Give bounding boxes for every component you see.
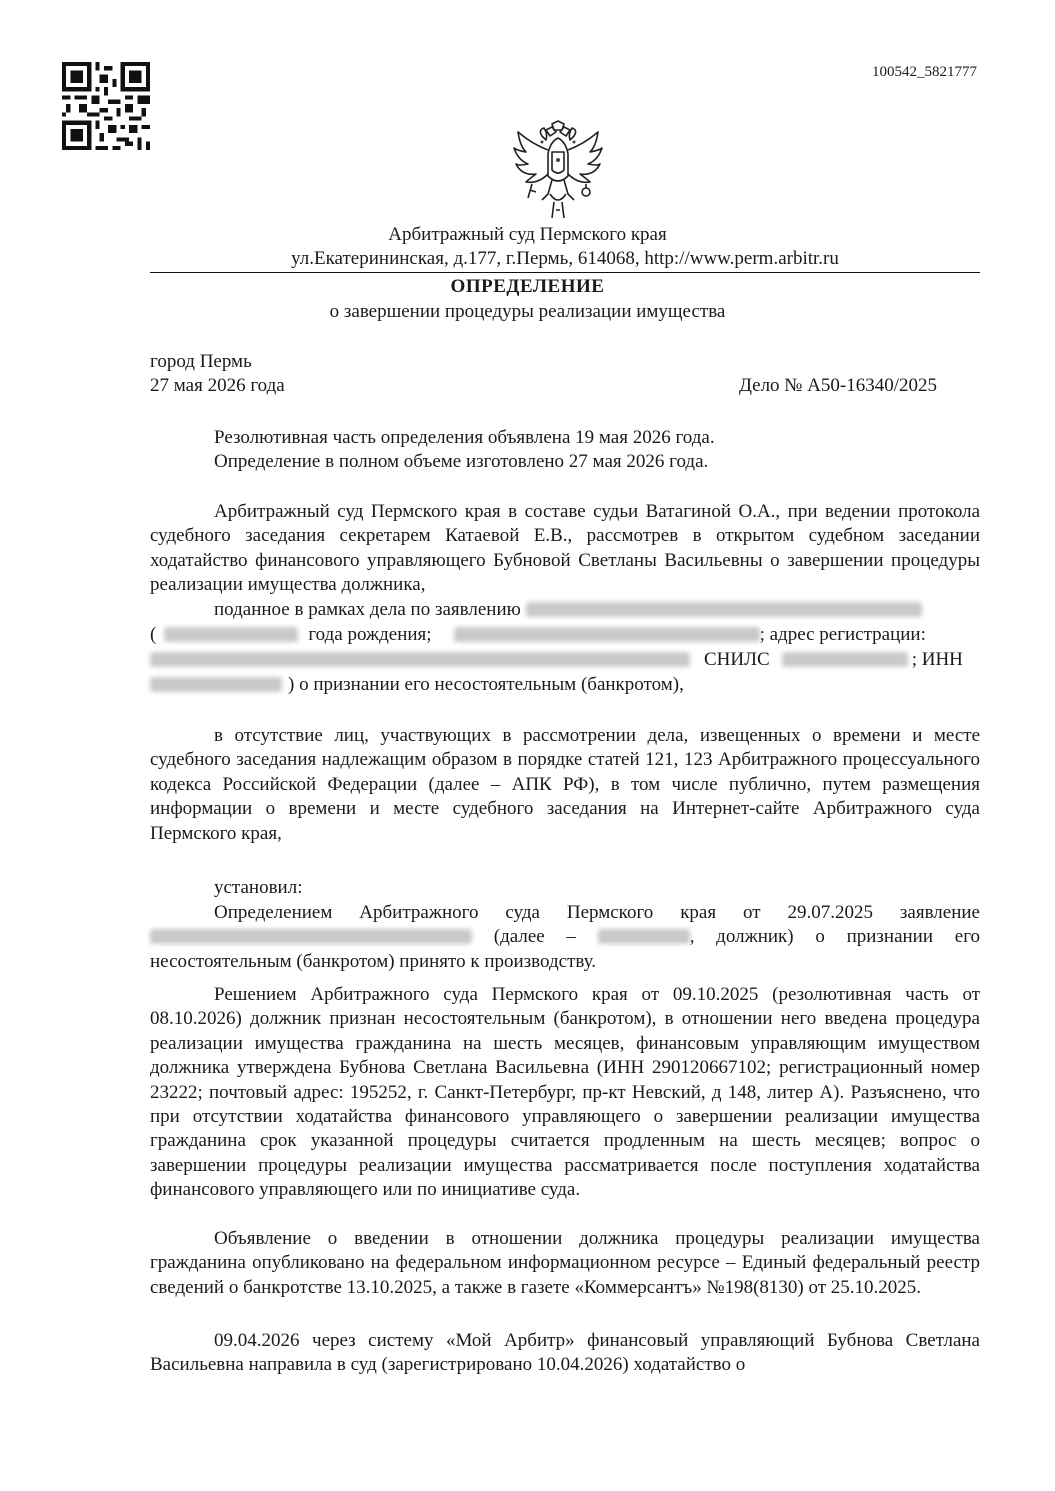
city: город Пермь xyxy=(150,351,252,372)
filed-line-4 xyxy=(150,673,980,697)
filed-line-3 xyxy=(150,648,980,672)
intro-paragraph: Арбитражный суд Пермского края в составе судьи Ватагиной О.А., при ведении протокола судебного заседания секретарем Катаевой Е.В., рассмотрев в открытом судебном заседании ходатайство финансового управляющего Бубновой Светланы Васильевны о завершении процедуры реализации имущества должника, xyxy=(150,501,980,596)
court-address: ул.Екатерининская, д.177, г.Пермь, 614068, http://www.perm.arbitr.ru xyxy=(291,248,839,269)
document-id: 100542_5821777 xyxy=(872,64,977,80)
document-date: 27 мая 2026 года xyxy=(150,375,285,396)
filed-text-b: ( xyxy=(150,624,157,645)
redacted-debtor-name xyxy=(526,602,922,617)
p1-text-b: (далее – xyxy=(493,926,576,948)
redacted-birth-date xyxy=(164,627,298,642)
document-title: ОПРЕДЕЛЕНИЕ xyxy=(450,276,605,297)
coat-of-arms-icon xyxy=(512,120,604,222)
filed-text-a: поданное в рамках дела по заявлению xyxy=(214,599,521,620)
redacted-birth-place xyxy=(454,627,760,642)
case-number: Дело № А50-16340/2025 xyxy=(738,375,937,396)
paragraph-3: Объявление о введении в отношении должника процедуры реализации имущества гражданина опубликовано на федеральном информационном ресурсе – Единый федеральный реестр сведений о банкротстве 13.10.2025, а также в газете «Коммерсантъ» №198(8130) от 25.10.2025. xyxy=(150,1228,980,1298)
filed-line-1 xyxy=(214,598,1044,622)
resolution-line-1: Резолютивная часть определения объявлена 19 мая 2026 года. xyxy=(214,427,715,448)
established-heading: установил: xyxy=(214,877,303,898)
filed-text-g: ) о признании его несостоятельным (банкротом), xyxy=(288,674,684,695)
court-name: Арбитражный суд Пермского края xyxy=(388,224,667,245)
filed-text-d: ; адрес регистрации: xyxy=(759,624,926,645)
absence-paragraph: в отсутствие лиц, участвующих в рассмотрении дела, извещенных о времени и месте судебного заседания надлежащим образом в порядке статей 121, 123 Арбитражного процессуального кодекса Российской Федерации (далее – АПК РФ), в том числе публично, путем размещения информации о времени и месте судебного заседания на Интернет-сайте Арбитражного суда Пермского края, xyxy=(150,725,980,844)
p1-text-c: , должник) о признании его несостоятельным (банкротом) принято к производству. xyxy=(150,926,981,972)
qr-code-icon xyxy=(62,62,150,150)
filed-line-2 xyxy=(150,623,980,647)
header-divider xyxy=(150,272,980,273)
redacted-inn xyxy=(150,677,282,692)
filed-text-e: СНИЛС xyxy=(704,649,770,670)
filed-text-f: ; ИНН xyxy=(911,649,963,670)
paragraph-2: Решением Арбитражного суда Пермского края от 09.10.2025 (резолютивная часть от 08.10.2026) должник признан несостоятельным (банкротом), в отношении него введена процедура реализации имущества гражданина на шесть месяцев, финансовым управляющим имуществом должника утверждена Бубнова Светлана Васильевна (ИНН 290120667102; регистрационный номер 23222; почтовый адрес: 195252, г. Санкт-Петербург, пр-кт Невский, д 148, литер А). Разъяснено, что при отсутствии ходатайства финансового управляющего о завершении реализации имущества гражданина срок указанной процедуры считается продленным на шесть месяцев; вопрос о завершении процедуры реализации имущества рассматривается после поступления ходатайства финансового управляющего или по инициативе суда. xyxy=(150,984,980,1201)
paragraph-1 xyxy=(150,901,980,974)
filed-text-c: года рождения; xyxy=(308,624,432,645)
resolution-line-2: Определение в полном объеме изготовлено 27 мая 2026 года. xyxy=(214,451,709,472)
redacted-debtor-name-2 xyxy=(150,929,472,944)
redacted-debtor-short xyxy=(598,929,690,944)
redacted-snils xyxy=(782,652,908,667)
redacted-address xyxy=(150,652,690,667)
document-subtitle: о завершении процедуры реализации имущества xyxy=(329,301,726,322)
p1-text-a: Определением Арбитражного суда Пермского края от 29.07.2025 заявление xyxy=(214,902,980,923)
paragraph-4: 09.04.2026 через систему «Мой Арбитр» финансовый управляющий Бубнова Светлана Васильевна направила в суд (зарегистрировано 10.04.2026) ходатайство о xyxy=(150,1330,980,1376)
